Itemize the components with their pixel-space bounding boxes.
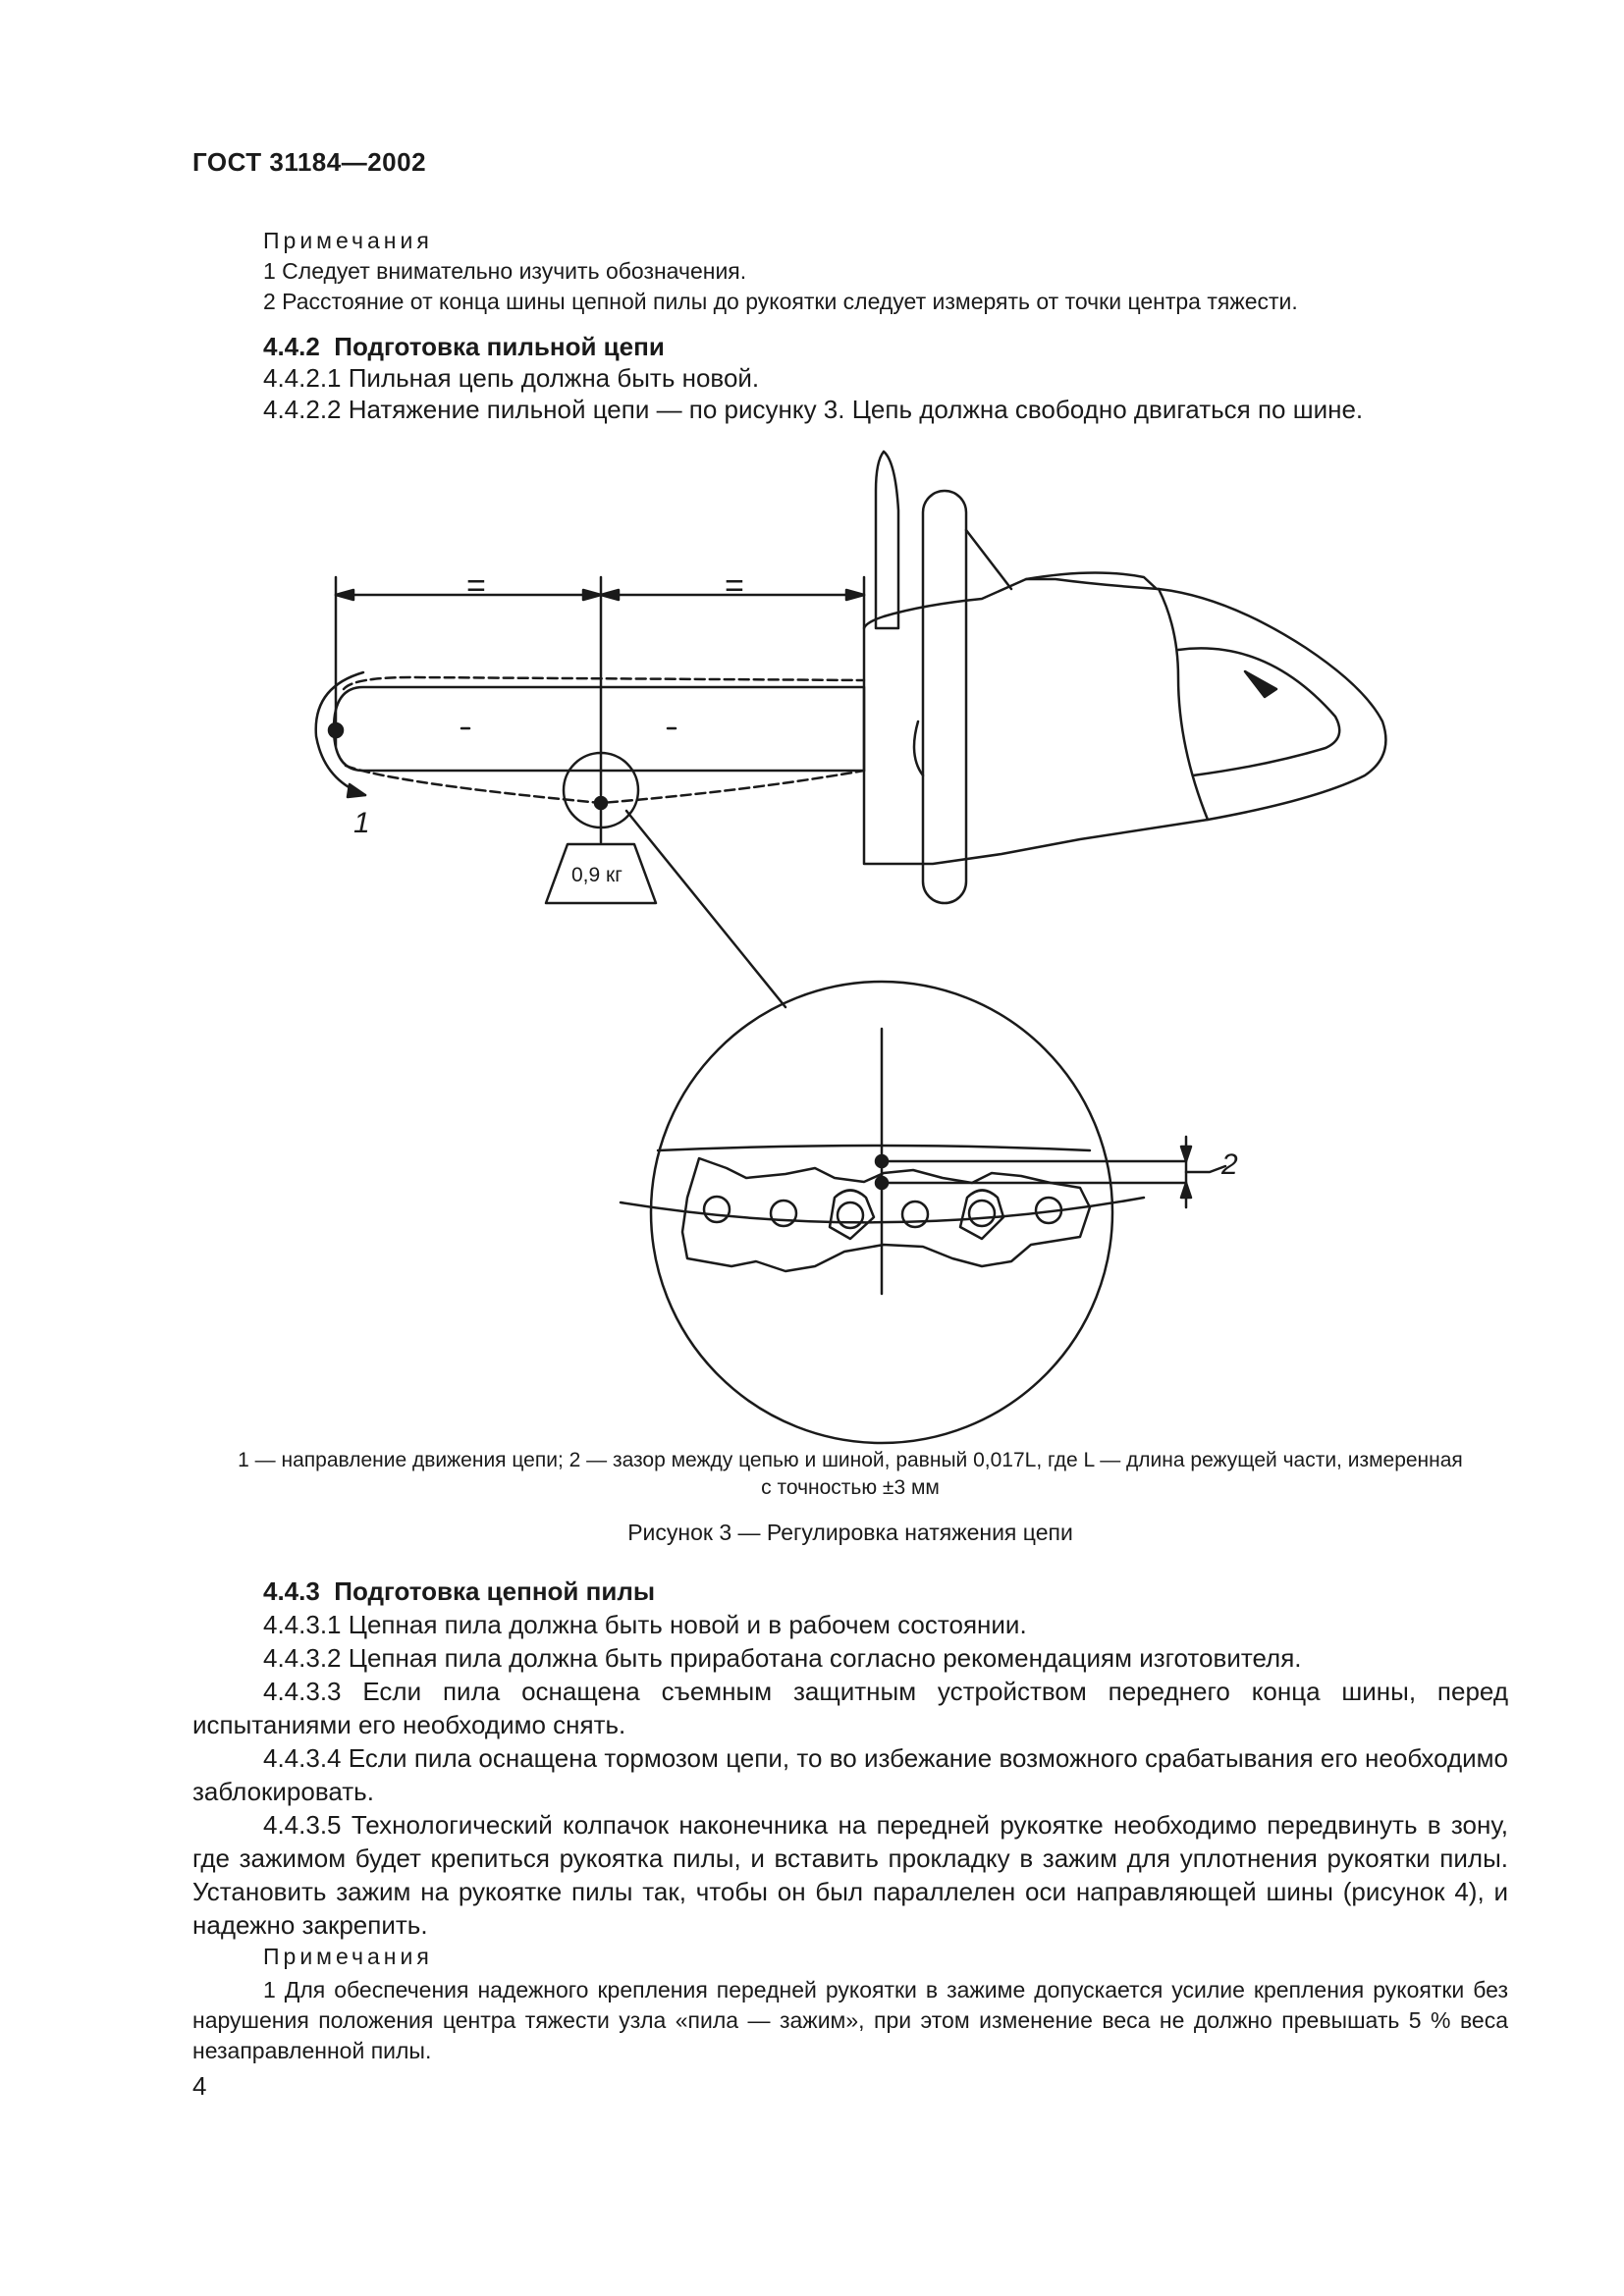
rivet bbox=[838, 1202, 863, 1228]
rivet bbox=[704, 1197, 730, 1222]
brake-link bbox=[966, 530, 1011, 589]
rear-handle-front bbox=[1159, 589, 1208, 820]
figure-title: Рисунок 3 — Регулировка натяжения цепи bbox=[627, 1520, 1073, 1545]
callout-2-leader bbox=[1186, 1166, 1225, 1172]
section-number: 4.4.2 bbox=[263, 332, 320, 361]
gap-point bbox=[876, 1155, 888, 1167]
note-item: 2 Расстояние от конца шины цепной пилы до рукоятки следует измерять от точки центра тяжести. bbox=[263, 289, 1298, 314]
rivet bbox=[969, 1201, 995, 1226]
chain-brake-lever bbox=[876, 452, 898, 628]
arrowhead bbox=[846, 590, 864, 600]
dim-mark-left: = bbox=[466, 567, 486, 605]
cutter-link bbox=[830, 1191, 874, 1240]
notes-title: Примечания bbox=[263, 1944, 433, 1969]
rivet bbox=[771, 1201, 796, 1226]
leader-line bbox=[626, 811, 785, 1007]
document-header: ГОСТ 31184—2002 bbox=[192, 147, 427, 177]
paragraph: 4.4.3.1 Цепная пила должна быть новой и в рабочем состоянии. bbox=[263, 1610, 1027, 1639]
arrowhead bbox=[583, 590, 601, 600]
paragraph: 4.4.2.1 Пильная цепь должна быть новой. bbox=[263, 363, 760, 393]
arrowhead bbox=[336, 590, 353, 600]
paragraph: 4.4.3.4 Если пила оснащена тормозом цепи, то во избежание возможного срабатывания его необходимо заблокировать. bbox=[192, 1743, 1508, 1806]
arrowhead bbox=[601, 590, 619, 600]
caption-line: с точностью ±3 мм bbox=[761, 1476, 940, 1499]
arrowhead bbox=[1181, 1147, 1191, 1161]
paragraph: 4.4.3.5 Технологический колпачок наконечника на передней рукоятке необходимо передвинуть в зону, где зажимом будет крепиться рукоятка пилы, и вставить прокладку в зажим для уплотнения рукоятки пилы. Установить зажим на рукоятке пилы так, чтобы он был параллелен оси направляющей шины (рисунок 4), и надежно закрепить. bbox=[192, 1810, 1508, 1940]
notes-title: Примечания bbox=[263, 228, 433, 253]
chainsaw-body bbox=[864, 579, 1385, 864]
section-heading bbox=[263, 1575, 655, 1608]
paragraph: 4.4.2.2 Натяжение пильной цепи — по рисунку 3. Цепь должна свободно двигаться по шине. bbox=[263, 395, 1364, 424]
dim-mark-right: = bbox=[725, 567, 744, 605]
paragraph: 4.4.3.2 Цепная пила должна быть приработана согласно рекомендациям изготовителя. bbox=[263, 1643, 1302, 1673]
callout-2: 2 bbox=[1221, 1148, 1238, 1181]
gap-point bbox=[876, 1177, 888, 1189]
figure-caption-legend bbox=[192, 1447, 1508, 1502]
page-number: 4 bbox=[192, 2071, 207, 2101]
callout-1: 1 bbox=[353, 807, 370, 839]
bar-tip-point bbox=[329, 723, 343, 737]
arrowhead bbox=[1181, 1183, 1191, 1198]
guide-bar bbox=[334, 687, 864, 771]
section-title: Подготовка цепной пилы bbox=[334, 1576, 656, 1606]
rivet bbox=[902, 1201, 928, 1227]
weight-label: 0,9 кг bbox=[571, 864, 623, 886]
rear-handle-opening bbox=[1178, 648, 1339, 775]
paragraph: 4.4.3.3 Если пила оснащена съемным защитным устройством переднего конца шины, перед испытаниями его необходимо снять. bbox=[192, 1677, 1508, 1739]
sprocket-cover-edge bbox=[914, 721, 923, 775]
arrowhead bbox=[348, 784, 365, 797]
front-handle bbox=[923, 491, 966, 903]
section-number: 4.4.3 bbox=[263, 1576, 320, 1606]
note-item: 1 Следует внимательно изучить обозначения. bbox=[263, 258, 747, 284]
throttle-trigger bbox=[1245, 671, 1276, 697]
cutter-link bbox=[960, 1191, 1003, 1240]
section-title: Подготовка пильной цепи bbox=[334, 332, 665, 361]
magnified-bar-edge bbox=[658, 1146, 1090, 1150]
caption-line: 1 — направление движения цепи; 2 — зазор между цепью и шиной, равный 0,017L, где L — длина режущей части, измеренная bbox=[238, 1449, 1463, 1471]
note-item: 1 Для обеспечения надежного крепления передней рукоятки в зажиме допускается усилие крепления рукоятки без нарушения положения центра тяжести узла «пила — зажим», при этом изменение веса не должно превышать 5 % веса незаправленной пилы. bbox=[192, 1977, 1508, 2063]
